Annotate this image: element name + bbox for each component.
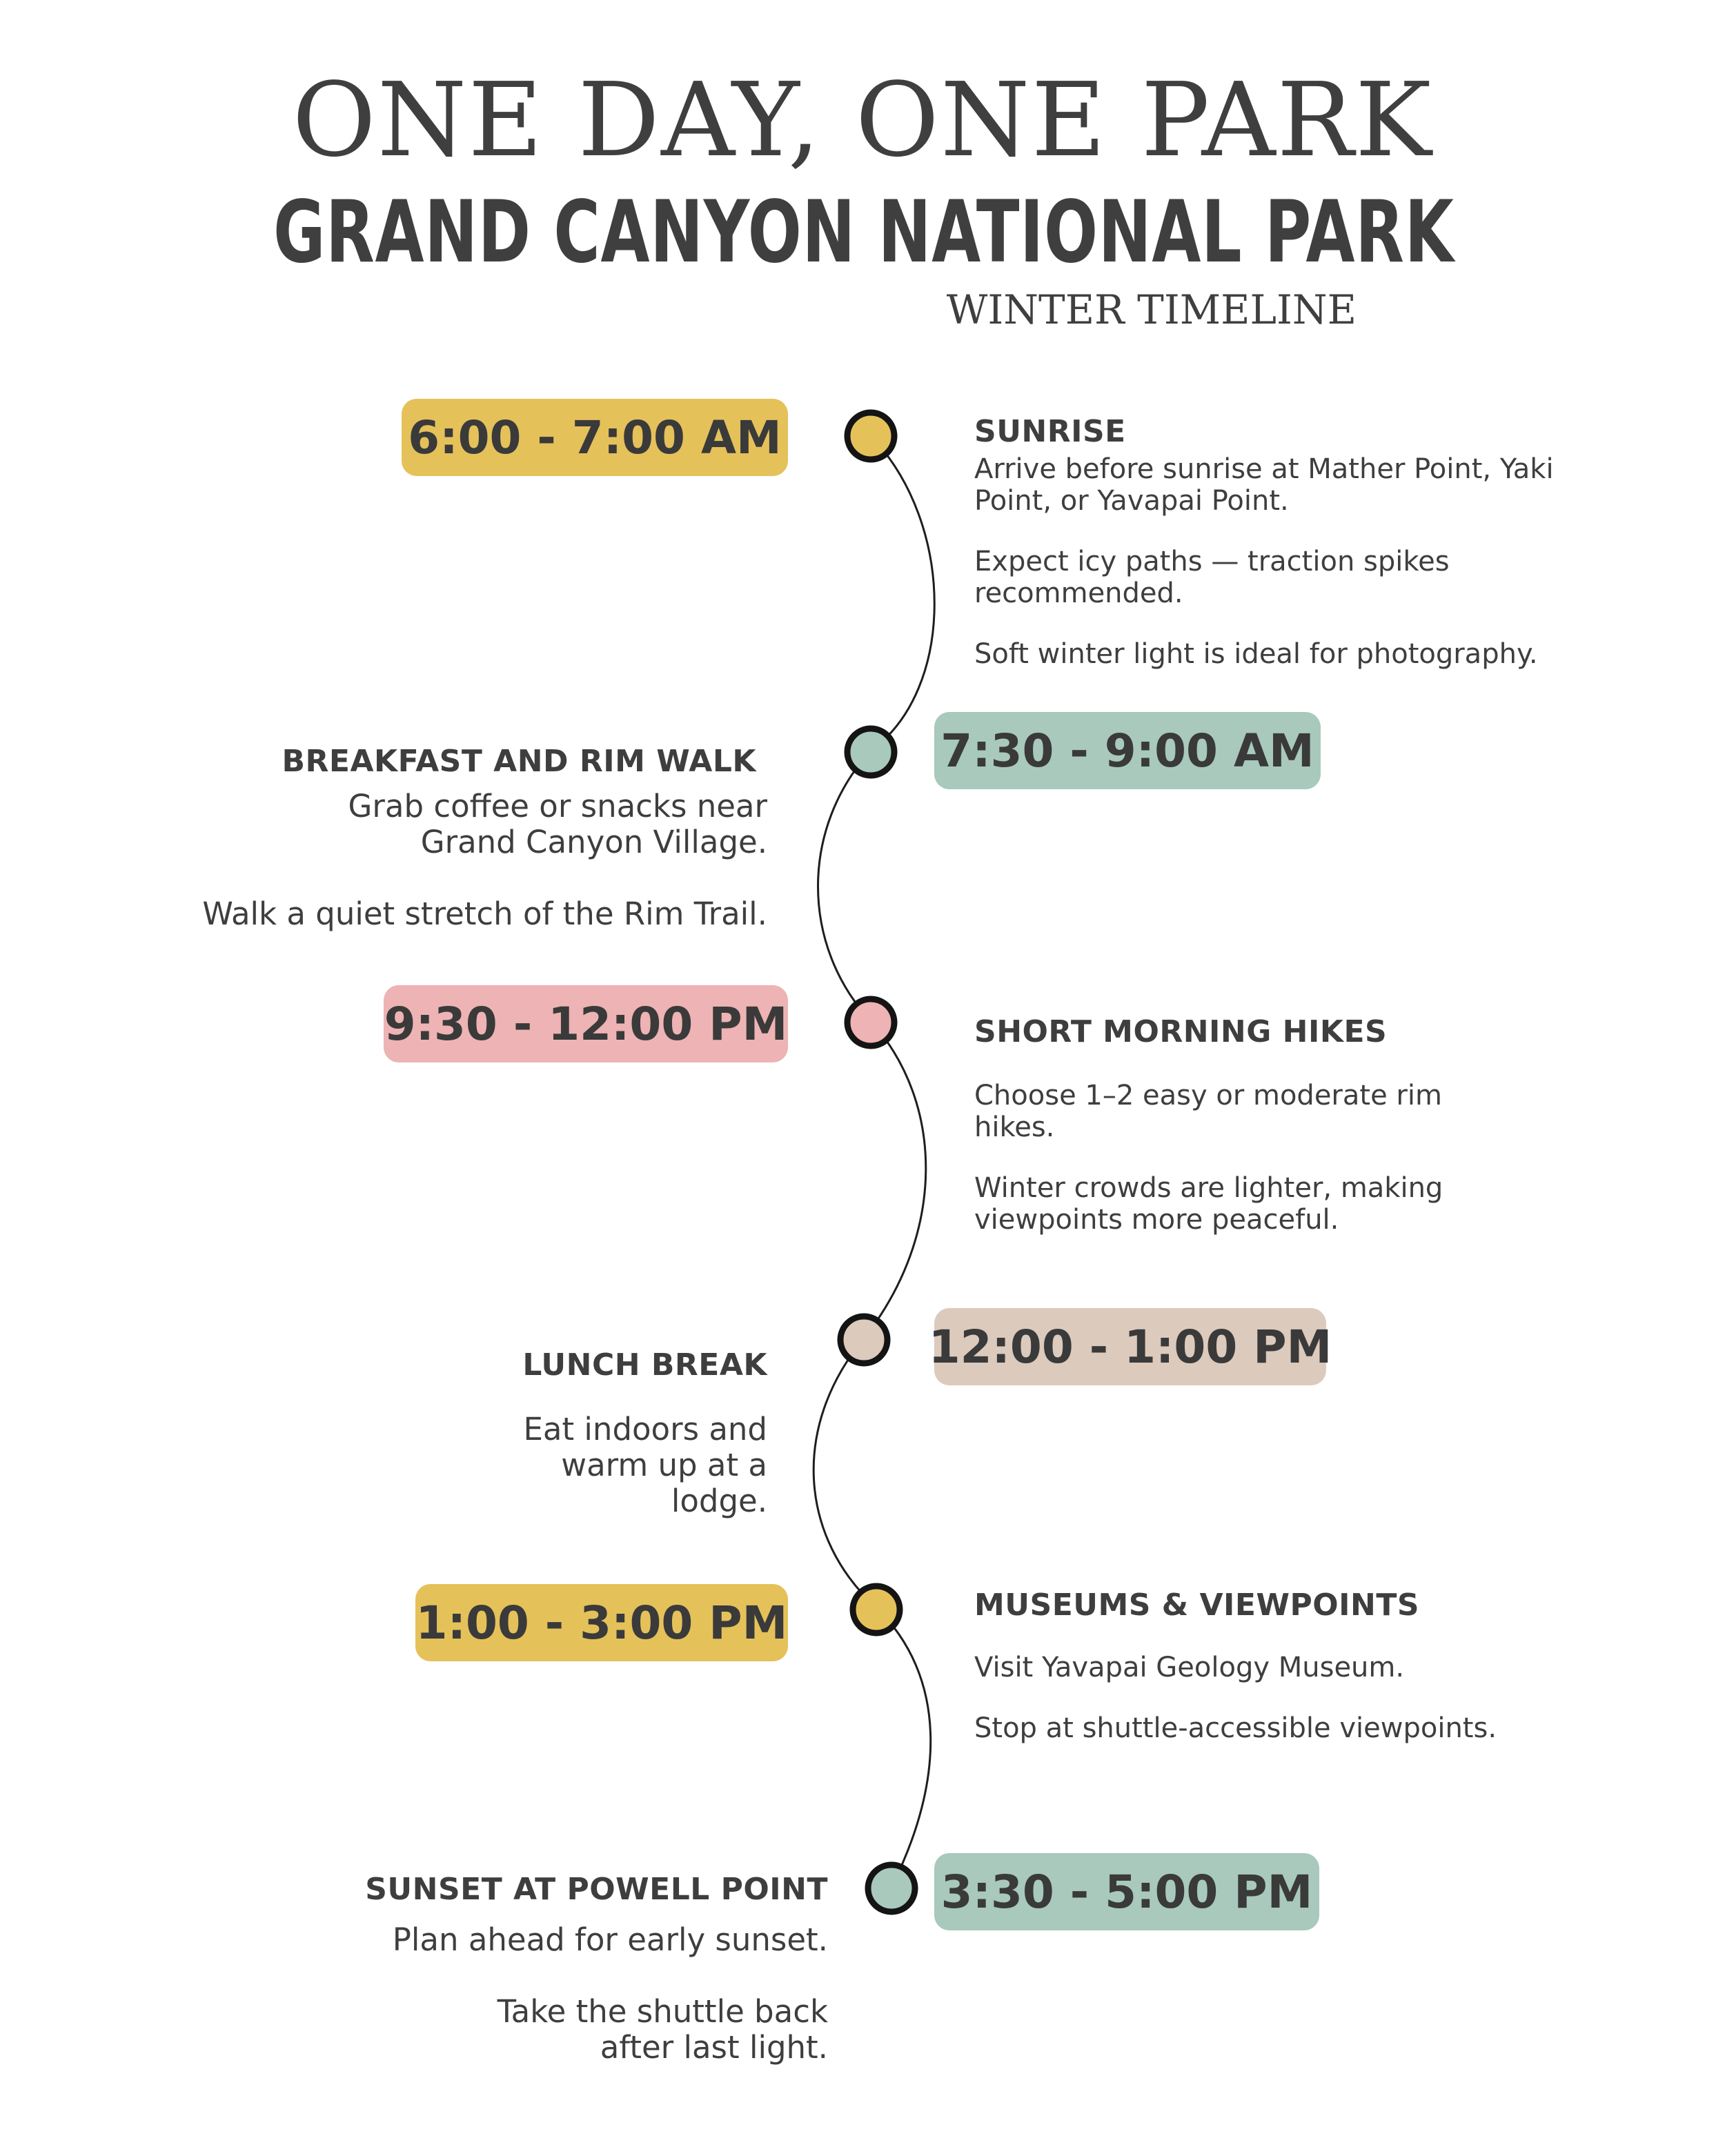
activity-detail: Grab coffee or snacks near Grand Canyon Village. xyxy=(348,787,767,860)
timeline-node-3 xyxy=(847,999,894,1046)
time-badge-museums: 1:00 - 3:00 PM xyxy=(415,1584,788,1661)
timeline-node-2 xyxy=(847,729,894,775)
activity-sunrise xyxy=(974,414,1561,670)
activity-detail: Winter crowds are lighter, making viewpoints more peaceful. xyxy=(974,1171,1443,1236)
timeline-node-1 xyxy=(847,413,894,459)
activity-detail: Eat indoors and warm up at a lodge. xyxy=(523,1410,767,1519)
time-badge-breakfast: 7:30 - 9:00 AM xyxy=(934,712,1321,789)
activity-detail: Visit Yavapai Geology Museum. xyxy=(974,1651,1405,1683)
activity-sunset xyxy=(207,1872,828,2066)
time-badge-hikes: 9:30 - 12:00 PM xyxy=(384,985,788,1062)
timeline-node-5 xyxy=(853,1586,900,1633)
activity-title: LUNCH BREAK xyxy=(522,1347,767,1383)
activity-breakfast xyxy=(172,744,767,932)
time-badge-sunset: 3:30 - 5:00 PM xyxy=(934,1853,1319,1930)
time-badge-lunch: 12:00 - 1:00 PM xyxy=(934,1308,1326,1385)
activity-detail: Arrive before sunrise at Mather Point, Yaki Point, or Yavapai Point. xyxy=(974,453,1554,517)
activity-detail: Take the shuttle back after last light. xyxy=(497,1992,828,2066)
page-title: ONE DAY, ONE PARK xyxy=(292,61,1433,179)
activity-detail: Soft winter light is ideal for photography. xyxy=(974,637,1538,670)
timeline-node-4 xyxy=(840,1316,887,1363)
activity-detail: Expect icy paths — traction spikes recommended. xyxy=(974,545,1450,609)
activity-title: BREAKFAST AND RIM WALK xyxy=(282,744,756,779)
activity-title: SUNRISE xyxy=(974,414,1126,449)
activity-title: SHORT MORNING HIKES xyxy=(974,1014,1388,1049)
activity-hikes xyxy=(974,1014,1485,1236)
park-name: GRAND CANYON NATIONAL PARK xyxy=(273,183,1455,282)
activity-title: SUNSET AT POWELL POINT xyxy=(365,1872,828,1907)
page-subtitle: WINTER TIMELINE xyxy=(946,286,1357,333)
activity-title: MUSEUMS & VIEWPOINTS xyxy=(974,1588,1420,1623)
activity-detail: Walk a quiet stretch of the Rim Trail. xyxy=(202,895,767,932)
timeline-node-6 xyxy=(868,1865,915,1912)
activity-lunch xyxy=(172,1347,767,1519)
activity-detail: Choose 1–2 easy or moderate rim hikes. xyxy=(974,1079,1442,1143)
time-badge-sunrise: 6:00 - 7:00 AM xyxy=(402,399,788,476)
activity-detail: Stop at shuttle-accessible viewpoints. xyxy=(974,1712,1497,1744)
activity-museums xyxy=(974,1588,1561,1744)
activity-detail: Plan ahead for early sunset. xyxy=(392,1921,828,1958)
